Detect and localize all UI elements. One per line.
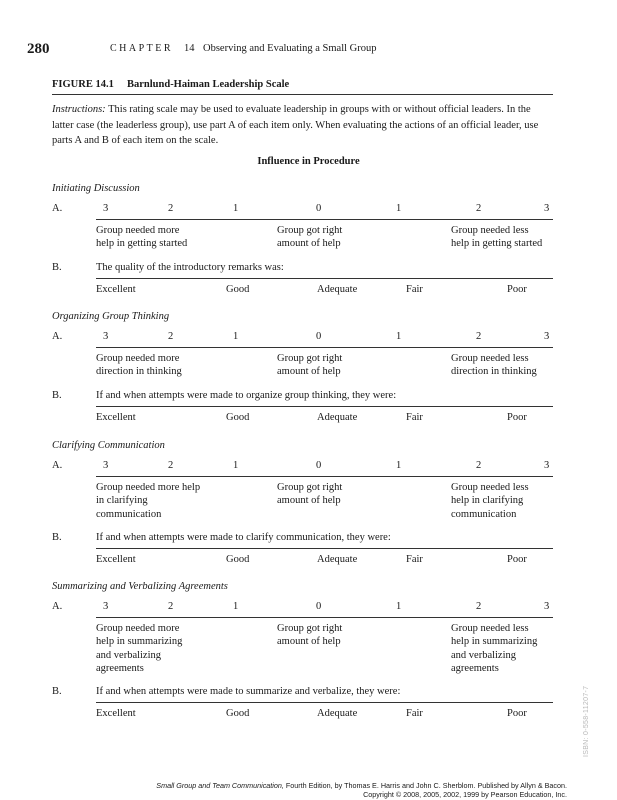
scale-number: 2 <box>168 601 174 612</box>
section-title: Summarizing and Verbalizing Agreements <box>52 581 228 592</box>
scale-number: 1 <box>396 331 402 342</box>
scale-rule <box>96 617 553 618</box>
figure-title: Barnlund-Haiman Leadership Scale <box>127 79 290 90</box>
rating-good: Good <box>226 553 250 565</box>
part-a-label: A. <box>52 331 63 342</box>
section-title: Clarifying Communication <box>52 440 165 451</box>
part-b-label: B. <box>52 261 62 273</box>
footer-book-title: Small Group and Team Communication, <box>156 781 284 790</box>
scale-number: 3 <box>103 331 109 342</box>
scale-number: 1 <box>233 601 239 612</box>
desc-right-amount: Group got right amount of help <box>277 353 343 378</box>
rating-good: Good <box>226 708 250 720</box>
section-title: Initiating Discussion <box>52 183 140 194</box>
scale-number: 1 <box>396 460 402 471</box>
chapter-number: 14 <box>184 43 195 54</box>
scale-number: 2 <box>476 601 482 612</box>
scale-number: 3 <box>544 331 550 342</box>
scale-number: 2 <box>476 460 482 471</box>
desc-needed-more: Group needed more help in clarifying communication <box>96 482 201 520</box>
desc-needed-less: Group needed less help in summarizing and verbalizing agreements <box>451 623 538 674</box>
rating-poor: Poor <box>507 708 527 720</box>
desc-needed-more: Group needed more help in summarizing and verbalizing agreements <box>96 623 183 674</box>
figure-label: FIGURE 14.1 <box>52 79 114 90</box>
part-b-question: The quality of the introductory remarks was: <box>96 261 284 273</box>
part-a-label: A. <box>52 601 63 612</box>
part-b-question: If and when attempts were made to organize group thinking, they were: <box>96 389 397 401</box>
scale-number: 1 <box>233 331 239 342</box>
scale-number: 2 <box>168 331 174 342</box>
rating-adequate: Adequate <box>317 553 358 565</box>
rating-adequate: Adequate <box>317 708 358 720</box>
scale-number: 3 <box>544 203 550 214</box>
rating-poor: Poor <box>507 553 527 565</box>
rating-rule <box>96 702 553 703</box>
desc-right-amount: Group got right amount of help <box>277 623 343 648</box>
part-b-question: If and when attempts were made to clarify communication, they were: <box>96 531 391 543</box>
part-b-label: B. <box>52 389 62 401</box>
rating-excellent: Excellent <box>96 553 136 565</box>
scale-number: 1 <box>233 460 239 471</box>
desc-needed-less: Group needed less help in getting started <box>451 225 543 250</box>
instructions <box>52 102 552 149</box>
rating-poor: Poor <box>507 283 527 295</box>
part-a-label: A. <box>52 460 63 471</box>
rating-fair: Fair <box>406 283 423 295</box>
desc-needed-more: Group needed more help in getting started <box>96 225 188 250</box>
isbn-side-note: ISBN: 0-558-11207-7 <box>583 685 590 757</box>
scale-number: 0 <box>316 601 322 612</box>
desc-needed-less: Group needed less help in clarifying communication <box>451 482 529 520</box>
scale-number: 0 <box>316 203 322 214</box>
scale-number: 3 <box>103 460 109 471</box>
instructions-text: This rating scale may be used to evaluate leadership in groups with or without official leaders. In the latter case (the leaderless group), use part A of each item only. When evaluating the actions of an official leader, use parts A and B of each item on the scale. <box>52 104 539 146</box>
page-number: 280 <box>27 41 50 57</box>
section-title: Organizing Group Thinking <box>52 311 170 322</box>
rating-good: Good <box>226 283 250 295</box>
desc-right-amount: Group got right amount of help <box>277 482 343 507</box>
scale-number: 3 <box>544 601 550 612</box>
scale-rule <box>96 219 553 220</box>
part-b-label: B. <box>52 531 62 543</box>
chapter-title: Observing and Evaluating a Small Group <box>203 43 377 54</box>
rating-fair: Fair <box>406 553 423 565</box>
desc-needed-more: Group needed more direction in thinking <box>96 353 182 378</box>
scale-number: 1 <box>233 203 239 214</box>
scale-number: 2 <box>476 331 482 342</box>
scale-number: 1 <box>396 601 402 612</box>
instructions-label: Instructions: <box>52 104 106 115</box>
rating-adequate: Adequate <box>317 411 358 423</box>
desc-right-amount: Group got right amount of help <box>277 225 343 250</box>
footer-line-2: Copyright © 2008, 2005, 2002, 1999 by Pearson Education, Inc. <box>363 790 567 799</box>
rating-good: Good <box>226 411 250 423</box>
section-heading: Influence in Procedure <box>257 156 360 167</box>
part-b-question: If and when attempts were made to summarize and verbalize, they were: <box>96 686 401 698</box>
scale-number: 2 <box>476 203 482 214</box>
scale-number: 3 <box>103 601 109 612</box>
rating-rule <box>96 278 553 279</box>
part-b-label: B. <box>52 686 62 698</box>
scale-number: 2 <box>168 203 174 214</box>
scale-number: 2 <box>168 460 174 471</box>
figure-title-rule <box>52 94 553 95</box>
desc-needed-less: Group needed less direction in thinking <box>451 353 537 378</box>
rating-poor: Poor <box>507 411 527 423</box>
rating-rule <box>96 406 553 407</box>
footer-line-1 <box>156 781 567 790</box>
scale-number: 3 <box>544 460 550 471</box>
scale-number: 0 <box>316 460 322 471</box>
chapter-label: CHAPTER <box>110 43 174 54</box>
part-a-label: A. <box>52 203 63 214</box>
scale-rule <box>96 476 553 477</box>
scale-number: 0 <box>316 331 322 342</box>
rating-excellent: Excellent <box>96 411 136 423</box>
scale-number: 3 <box>103 203 109 214</box>
rating-excellent: Excellent <box>96 283 136 295</box>
rating-adequate: Adequate <box>317 283 358 295</box>
rating-rule <box>96 548 553 549</box>
scale-rule <box>96 347 553 348</box>
rating-excellent: Excellent <box>96 708 136 720</box>
scale-number: 1 <box>396 203 402 214</box>
footer-line-1-rest: Fourth Edition, by Thomas E. Harris and John C. Sherblom. Published by Allyn & Bacon. <box>283 781 567 790</box>
rating-fair: Fair <box>406 708 423 720</box>
rating-fair: Fair <box>406 411 423 423</box>
